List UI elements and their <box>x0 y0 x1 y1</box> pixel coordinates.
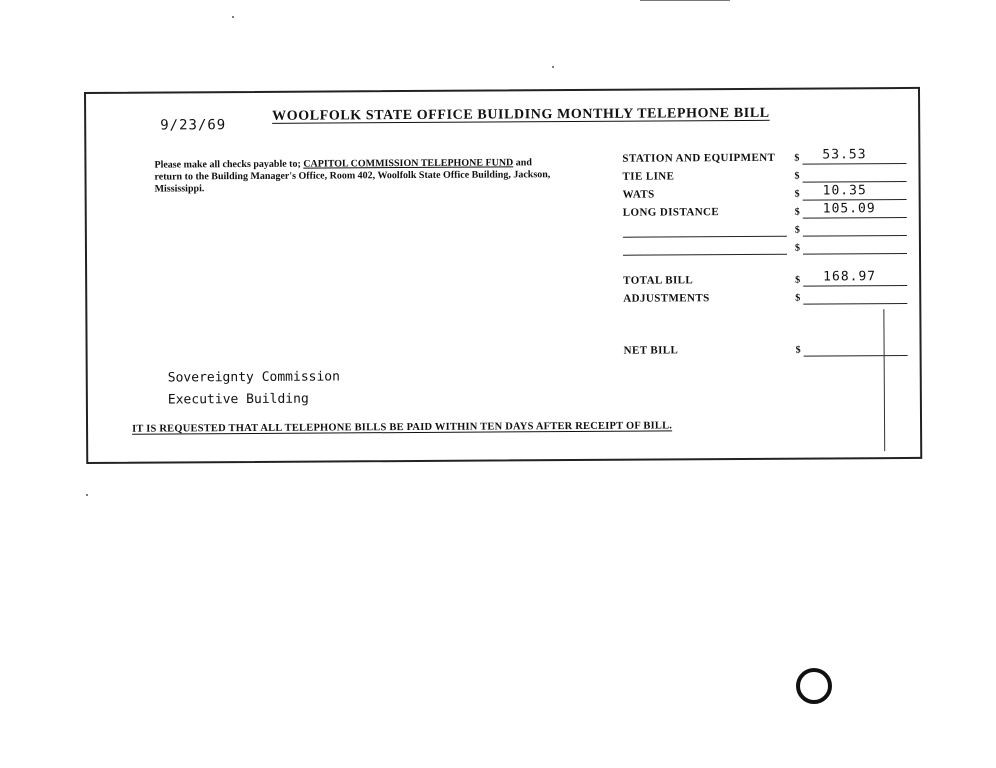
amount-line <box>803 253 907 255</box>
dollar-sign: $ <box>795 274 801 286</box>
dollar-sign: $ <box>794 152 800 164</box>
instructions-suffix: and return to the Building Manager's Office, Room 402, Woolfolk State Office Building, Jackson, Mississippi. <box>154 157 551 195</box>
payee-name: CAPITOL COMMISSION TELEPHONE FUND <box>303 157 514 170</box>
dollar-sign: $ <box>794 170 800 182</box>
adjustments-label: ADJUSTMENTS <box>623 292 710 305</box>
dollar-sign: $ <box>794 206 800 218</box>
amount-line <box>803 235 907 237</box>
bill-title: WOOLFOLK STATE OFFICE BUILDING MONTHLY TELEPHONE BILL <box>272 105 770 124</box>
dollar-sign: $ <box>795 344 801 356</box>
scan-speck <box>232 16 234 18</box>
amount-line <box>802 163 906 165</box>
charge-label: STATION AND EQUIPMENT <box>622 151 776 165</box>
total-amount: 168.97 <box>823 269 877 285</box>
payment-instructions <box>154 157 554 195</box>
column-divider <box>883 309 885 451</box>
addressee-block <box>168 366 340 411</box>
amount-line <box>803 303 907 305</box>
total-bill-row <box>623 271 913 289</box>
charge-row-wats <box>623 185 913 203</box>
addressee-line1: Sovereignty Commission <box>167 369 340 386</box>
telephone-bill-form <box>84 87 922 464</box>
payment-notice: IT IS REQUESTED THAT ALL TELEPHONE BILLS BE PAID WITHIN TEN DAYS AFTER RECEIPT OF BILL. <box>132 420 673 435</box>
charge-row-station-equipment <box>622 149 912 167</box>
charge-row-tie-line <box>622 167 912 185</box>
charge-row-blank <box>623 239 913 257</box>
dollar-sign: $ <box>794 224 800 236</box>
charges-section <box>622 147 912 357</box>
net-bill-row <box>624 341 914 359</box>
amount-line <box>804 355 908 357</box>
charge-label: TIE LINE <box>622 170 675 183</box>
label-line <box>623 254 787 256</box>
instructions-prefix: Please make all checks payable to; <box>154 158 304 171</box>
charge-amount: 10.35 <box>822 183 867 199</box>
punch-hole <box>796 668 832 704</box>
charge-label: LONG DISTANCE <box>622 206 720 219</box>
adjustments-row <box>623 289 913 307</box>
addressee-line2: Executive Building <box>167 391 309 408</box>
amount-line <box>803 217 907 219</box>
scan-speck <box>86 494 88 496</box>
scan-edge-mark <box>640 0 730 1</box>
dollar-sign: $ <box>794 188 800 200</box>
amount-line <box>803 285 907 287</box>
total-label: TOTAL BILL <box>623 274 694 287</box>
charge-row-long-distance <box>623 203 913 221</box>
charge-row-blank <box>623 221 913 239</box>
charge-amount: 53.53 <box>822 147 867 163</box>
scan-speck <box>552 66 554 68</box>
bill-date: 9/23/69 <box>160 117 227 134</box>
dollar-sign: $ <box>795 292 801 304</box>
dollar-sign: $ <box>794 242 801 254</box>
label-line <box>623 236 787 238</box>
net-label: NET BILL <box>623 344 679 357</box>
charge-amount: 105.09 <box>822 201 876 217</box>
charge-label: WATS <box>622 188 655 201</box>
